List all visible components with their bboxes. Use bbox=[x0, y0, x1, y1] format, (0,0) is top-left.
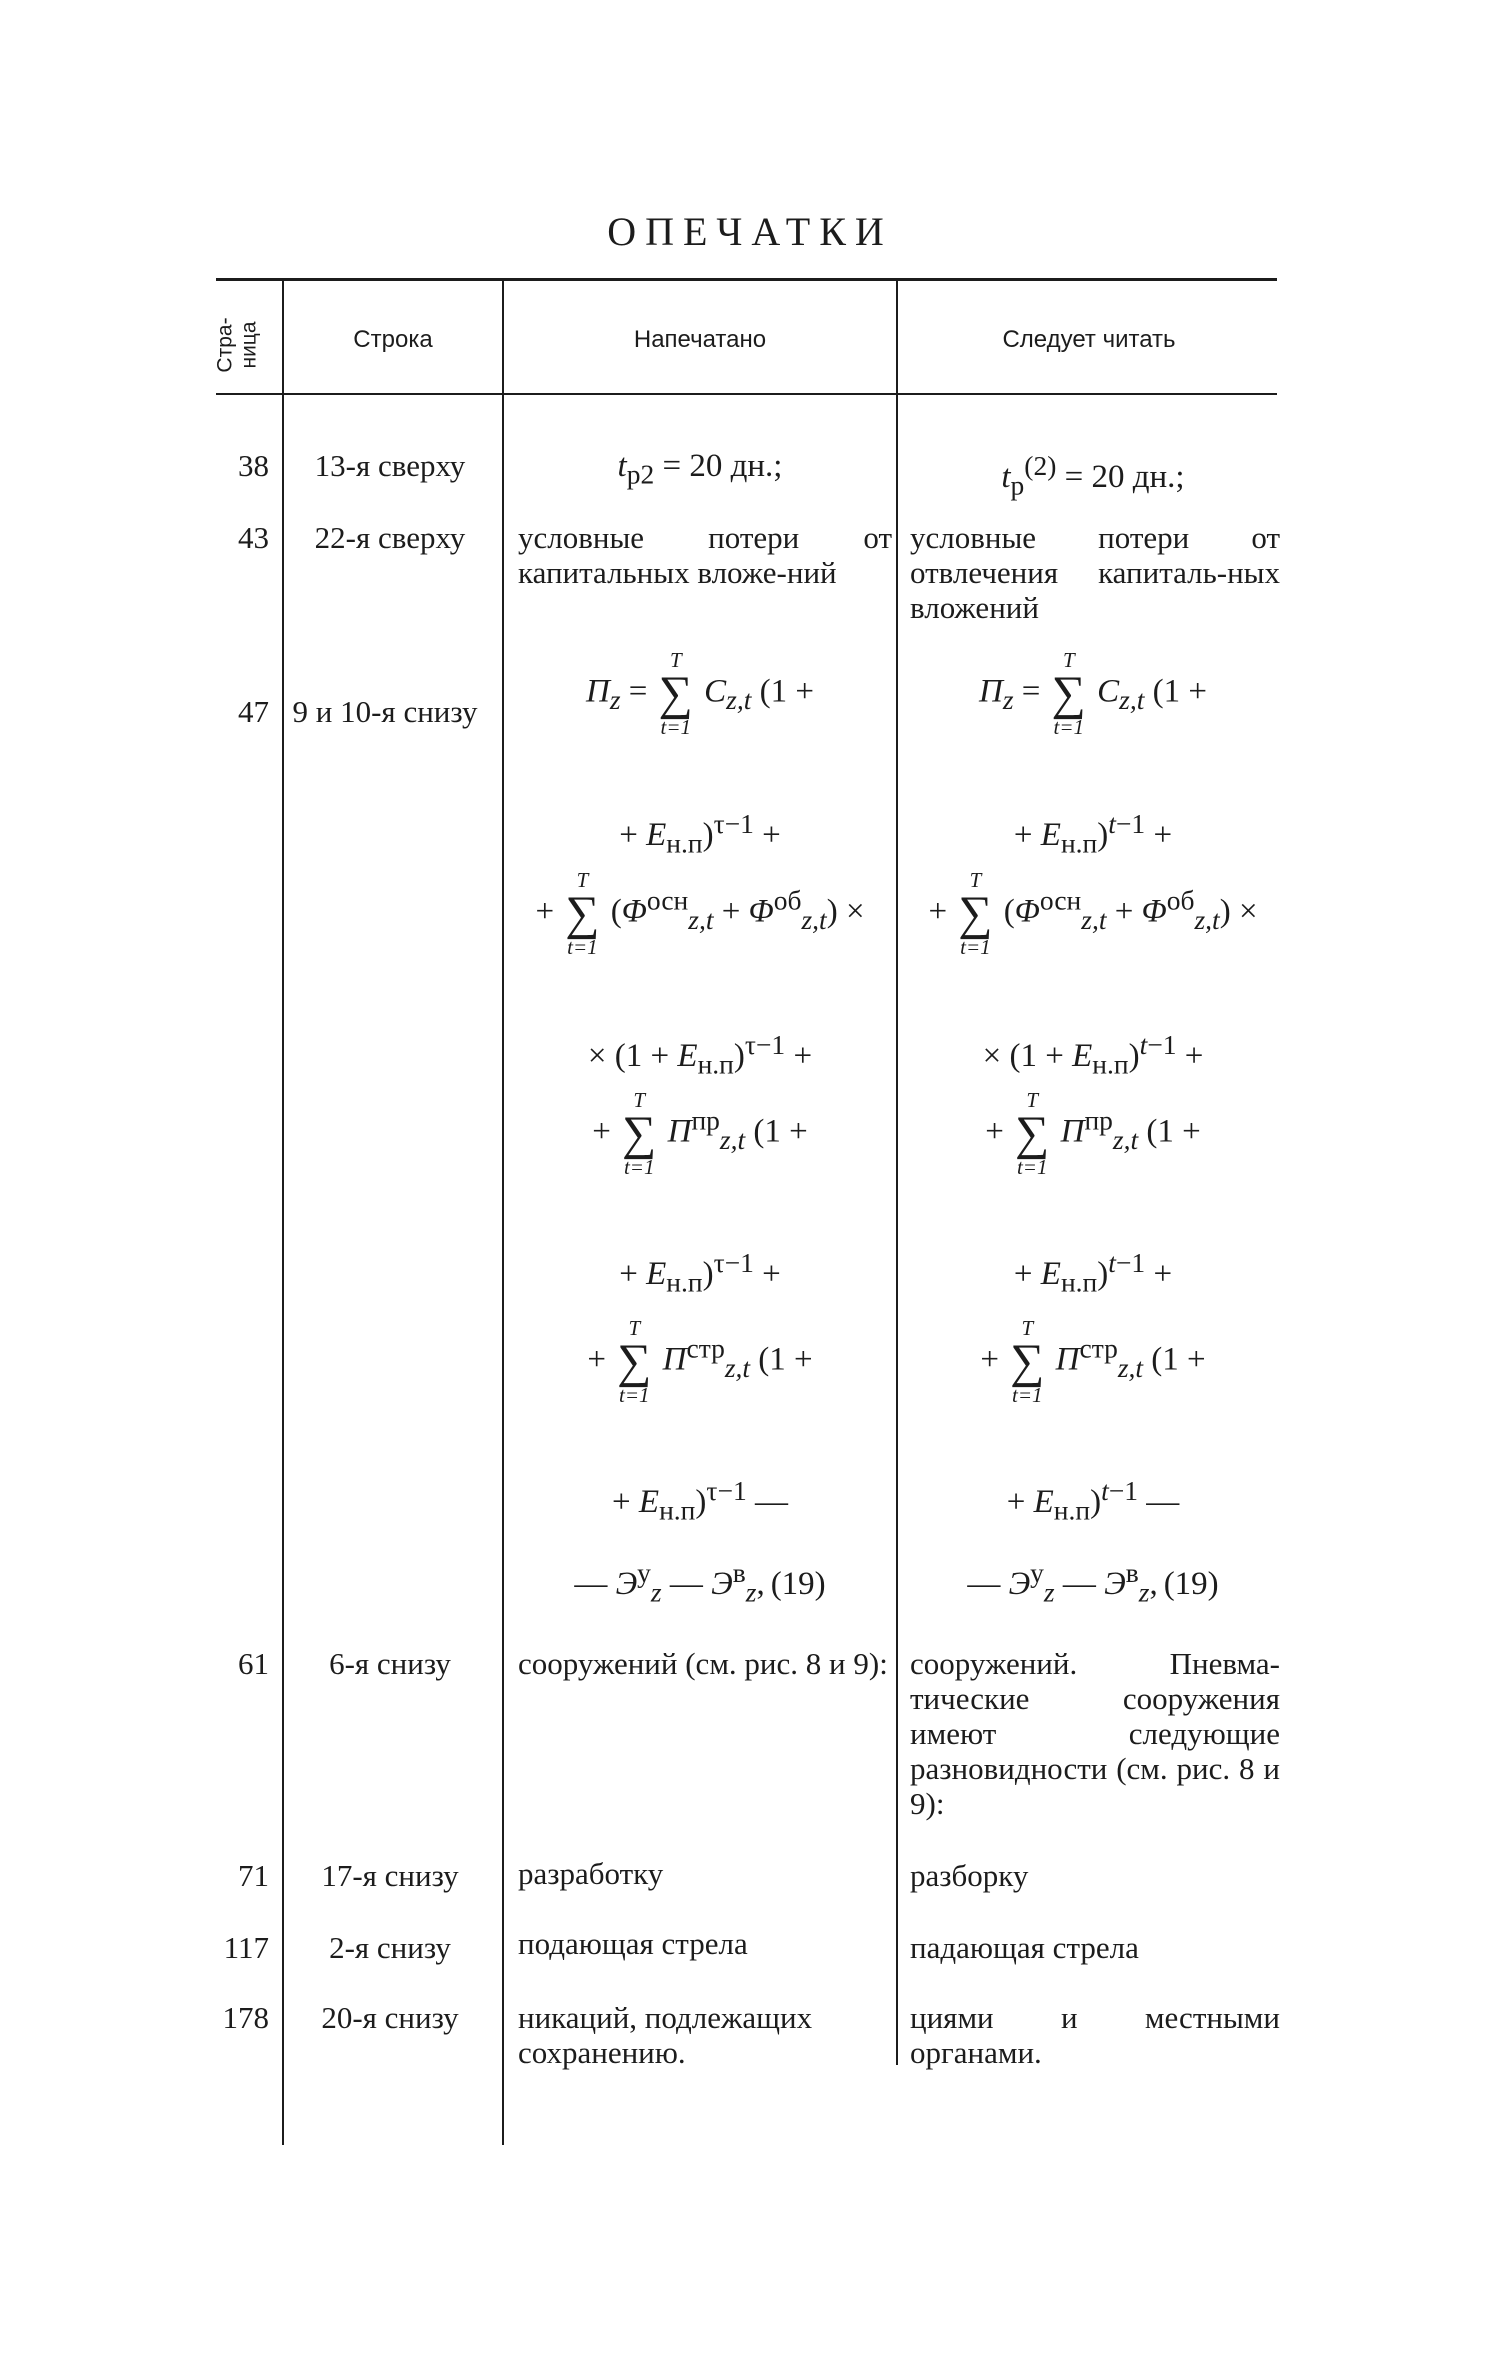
formula-line: × $(1 + E_{н.п})^{t-1}$ + bbox=[982, 1029, 1204, 1080]
row-printed: никаций, подлежащих сохранению. bbox=[518, 2000, 813, 2070]
row-line: 13-я сверху bbox=[314, 448, 466, 483]
formula-line: + T ∑ t=1 $П^{стр}_{z,t}$ (1 + bbox=[587, 1316, 813, 1407]
row-page: 71 bbox=[238, 1858, 269, 1893]
header-printed: Напечатано bbox=[633, 326, 767, 353]
row-line: 9 и 10-я снизу bbox=[292, 694, 478, 729]
row-page: 43 bbox=[238, 520, 269, 555]
summation-sign: T ∑ t=1 bbox=[565, 868, 600, 959]
formula-line: — $Э^у_z$ — $Э^в_z$, (19) bbox=[574, 1557, 826, 1608]
row-printed: условные потери от капитальных вложе-ний bbox=[518, 520, 892, 590]
table-top-rule bbox=[216, 278, 1277, 281]
row-correct: условные потери от отвлечения капиталь-ных вложений bbox=[910, 520, 1280, 625]
errata-title: ОПЕЧАТКИ bbox=[607, 209, 893, 254]
row-line: 2-я снизу bbox=[329, 1930, 451, 1965]
row-line: 17-я снизу bbox=[321, 1858, 459, 1893]
summation-sign: T ∑ t=1 bbox=[1010, 1316, 1045, 1407]
header-bottom-rule bbox=[216, 393, 1277, 395]
row-line: 20-я снизу bbox=[321, 2000, 459, 2035]
row-line: 6-я снизу bbox=[329, 1646, 451, 1681]
formula-line: + $E_{н.п})^{t-1}$ + bbox=[1013, 808, 1173, 859]
col-divider-1 bbox=[282, 280, 284, 2145]
row-printed: $t_{р2} = 20$ дн.; bbox=[617, 448, 783, 490]
row-page: 38 bbox=[238, 448, 269, 483]
row-printed: подающая стрела bbox=[518, 1926, 748, 1961]
row-correct: циями и местными органами. bbox=[910, 2000, 1280, 2070]
summation-sign: T ∑ t=1 bbox=[622, 1088, 657, 1179]
col-divider-2 bbox=[502, 280, 504, 2145]
summation-sign: T ∑ t=1 bbox=[1051, 648, 1086, 739]
row-page: 47 bbox=[238, 694, 269, 729]
row-page: 178 bbox=[222, 2000, 269, 2035]
row-correct: $t_р^{(2)} = 20$ дн.; bbox=[1001, 450, 1185, 501]
header-line: Строка bbox=[353, 326, 433, 353]
row-correct: разборку bbox=[910, 1858, 1029, 1893]
formula-line: + T ∑ t=1 $П^{стр}_{z,t}$ (1 + bbox=[980, 1316, 1206, 1407]
header-page-label: Стра- ница bbox=[214, 317, 262, 373]
row-printed: сооружений (см. рис. 8 и 9): bbox=[518, 1646, 888, 1681]
row-correct: падающая стрела bbox=[910, 1930, 1139, 1965]
formula-line: + $E_{н.п})^{\tau-1}$ + bbox=[619, 1247, 781, 1298]
formula-line: + $E_{н.п})^{\tau-1}$ — bbox=[612, 1475, 788, 1526]
header-correct: Следует читать bbox=[1002, 326, 1176, 353]
row-page: 61 bbox=[238, 1646, 269, 1681]
summation-sign: T ∑ t=1 bbox=[958, 868, 993, 959]
formula-line: + $E_{н.п})^{t-1}$ — bbox=[1006, 1475, 1180, 1526]
row-line: 22-я сверху bbox=[314, 520, 466, 555]
formula-line: $П_z$ = T ∑ t=1 $C_{z,t}$ (1 + bbox=[979, 648, 1207, 739]
header-page bbox=[213, 305, 263, 385]
formula-line: × $(1 + E_{н.п})^{\tau-1}$ + bbox=[587, 1029, 813, 1080]
formula-line: + T ∑ t=1 $(\Phi^{осн}_{z,t} + \Phi^{об}_{z,t})$ × bbox=[928, 868, 1258, 959]
formula-line: $П_z$ = T ∑ t=1 $C_{z,t}$ (1 + bbox=[586, 648, 814, 739]
row-correct: сооружений. Пневма-тические сооружения имеют следующие разновидности (см. рис. 8 и 9): bbox=[910, 1646, 1280, 1821]
formula-line: + $E_{н.п})^{t-1}$ + bbox=[1013, 1247, 1173, 1298]
row-printed: разработку bbox=[518, 1856, 664, 1891]
row-page: 117 bbox=[223, 1930, 269, 1965]
formula-line: + T ∑ t=1 $(\Phi^{осн}_{z,t} + \Phi^{об}_{z,t})$ × bbox=[535, 868, 865, 959]
summation-sign: T ∑ t=1 bbox=[1015, 1088, 1050, 1179]
formula-line: + T ∑ t=1 $П^{пр}_{z,t}$ (1 + bbox=[592, 1088, 808, 1179]
summation-sign: T ∑ t=1 bbox=[658, 648, 693, 739]
formula-line: + T ∑ t=1 $П^{пр}_{z,t}$ (1 + bbox=[985, 1088, 1201, 1179]
formula-line: + $E_{н.п})^{\tau-1}$ + bbox=[619, 808, 781, 859]
formula-line: — $Э^у_z$ — $Э^в_z$, (19) bbox=[967, 1557, 1219, 1608]
summation-sign: T ∑ t=1 bbox=[617, 1316, 652, 1407]
